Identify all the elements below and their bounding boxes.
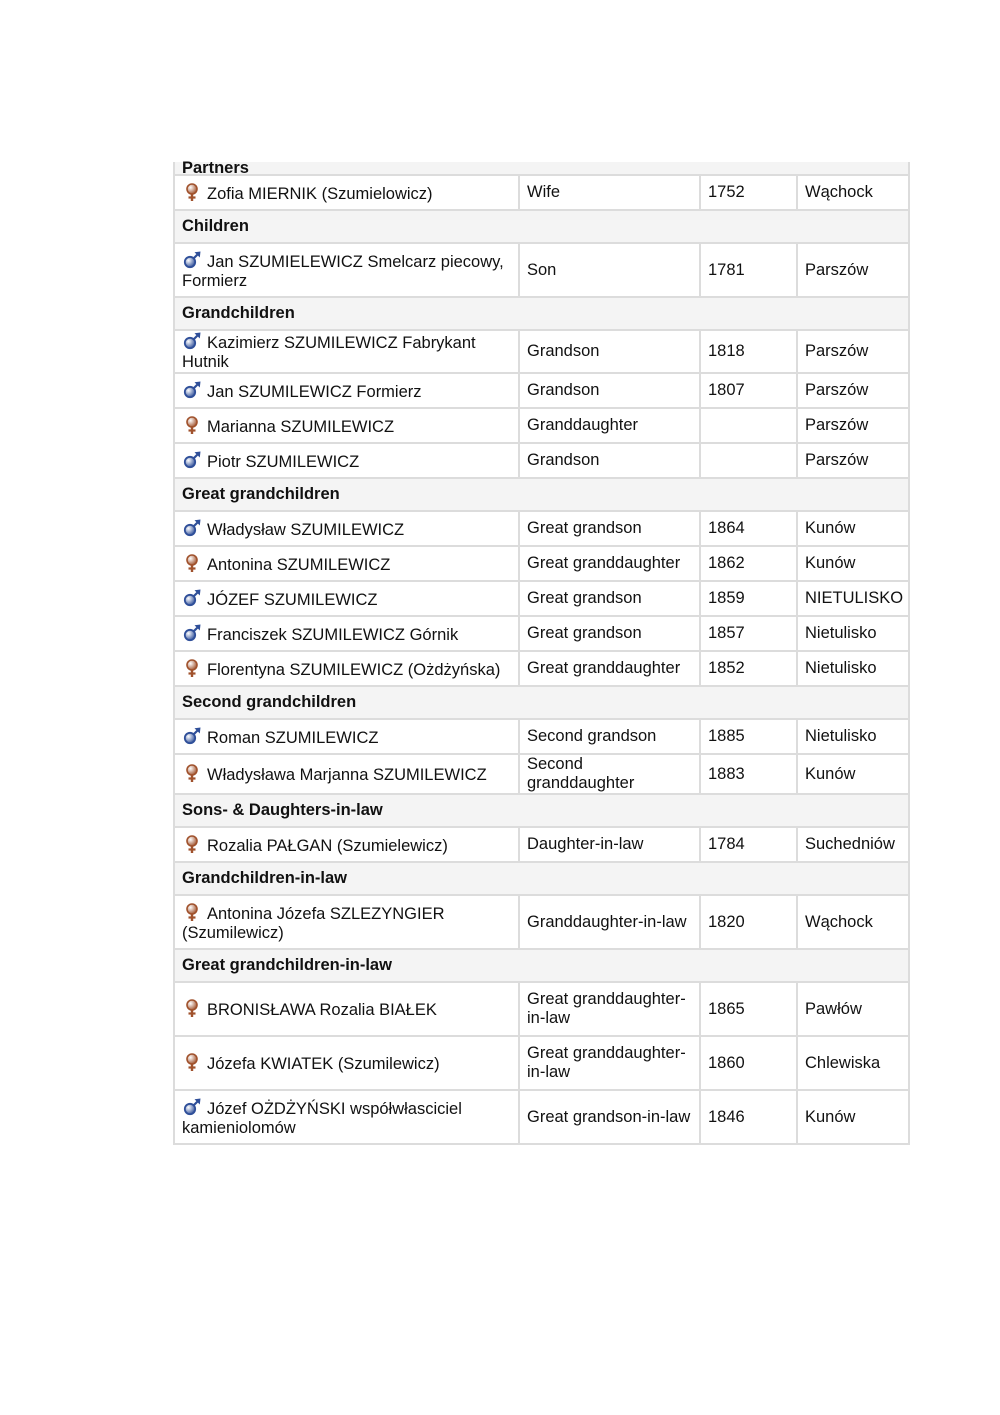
relation-cell [519, 982, 700, 1036]
person-name-link[interactable]: Władysław SZUMILEWICZ [207, 520, 405, 539]
relation-text: Granddaughter [527, 416, 638, 434]
place-cell [797, 827, 909, 862]
relatives-table-body [174, 159, 909, 1144]
female-symbol-icon [182, 182, 202, 202]
section-header-row [174, 862, 909, 895]
section-header-cell [174, 159, 909, 177]
person-name-link[interactable]: Józef OŻDŻYŃSKI współwłasciciel kamieniolomów [182, 1099, 462, 1137]
person-row[interactable] [174, 1090, 909, 1144]
birth-year-text: 1860 [708, 1053, 745, 1072]
birth-year-text: 1862 [708, 554, 745, 572]
person-name-cell [174, 330, 519, 373]
birth-year-cell [700, 895, 797, 949]
relation-cell [519, 1090, 700, 1144]
relation-cell [519, 827, 700, 862]
person-name-link[interactable]: Franciszek SZUMILEWICZ Górnik [207, 625, 459, 644]
person-name-cell [174, 408, 519, 443]
place-cell [797, 175, 909, 210]
place-cell [797, 754, 909, 794]
female-symbol-icon [182, 834, 202, 854]
place-text: Nietulisko [805, 624, 877, 642]
person-row[interactable] [174, 754, 909, 794]
section-header-row [174, 162, 909, 175]
birth-year-cell [700, 719, 797, 754]
place-cell [797, 243, 909, 297]
male-symbol-icon [182, 331, 202, 351]
relation-text: Grandson [527, 381, 600, 399]
birth-year-cell [700, 330, 797, 373]
section-header-cell [174, 478, 909, 511]
person-name-cell [174, 443, 519, 478]
person-row[interactable] [174, 175, 909, 210]
relation-cell [519, 581, 700, 616]
section-title: Partners [182, 159, 249, 177]
birth-year-cell [700, 616, 797, 651]
relation-cell [519, 243, 700, 297]
person-name-link[interactable]: JÓZEF SZUMILEWICZ [207, 590, 378, 609]
relation-cell [519, 175, 700, 210]
person-row[interactable] [174, 1036, 909, 1090]
person-name-link[interactable]: Kazimierz SZUMILEWICZ Fabrykant Hutnik [182, 334, 476, 371]
relation-cell [519, 651, 700, 686]
person-name-link[interactable]: Piotr SZUMILEWICZ [207, 452, 360, 471]
person-row[interactable] [174, 581, 909, 616]
place-cell [797, 895, 909, 949]
person-row[interactable] [174, 443, 909, 478]
relation-cell [519, 546, 700, 581]
birth-year-text: 1859 [708, 589, 745, 607]
person-row[interactable] [174, 827, 909, 862]
section-title: Sons- & Daughters-in-law [182, 801, 383, 819]
birth-year-text: 1864 [708, 519, 745, 537]
relation-cell [519, 330, 700, 373]
person-name-cell [174, 175, 519, 210]
person-name-cell [174, 651, 519, 686]
birth-year-cell [700, 373, 797, 408]
place-text: Suchedniów [805, 835, 895, 853]
relation-text: Second granddaughter [527, 755, 635, 792]
birth-year-text: 1857 [708, 624, 745, 642]
relation-cell [519, 373, 700, 408]
male-symbol-icon [182, 250, 202, 270]
female-symbol-icon [182, 763, 202, 783]
place-text: Parszów [805, 381, 869, 399]
person-name-link[interactable]: Roman SZUMILEWICZ [207, 728, 379, 747]
person-name-link[interactable]: Antonina SZUMILEWICZ [207, 555, 391, 574]
person-name-cell [174, 243, 519, 297]
place-cell [797, 546, 909, 581]
person-name-cell [174, 373, 519, 408]
birth-year-cell [700, 1036, 797, 1090]
birth-year-cell [700, 581, 797, 616]
section-header-row [174, 794, 909, 827]
section-header-row [174, 478, 909, 511]
person-name-link[interactable]: Rozalia PAŁGAN (Szumielewicz) [207, 836, 448, 855]
male-symbol-icon [182, 518, 202, 538]
section-header-cell [174, 862, 909, 895]
male-symbol-icon [182, 380, 202, 400]
person-name-cell [174, 616, 519, 651]
place-cell [797, 982, 909, 1036]
person-row[interactable] [174, 895, 909, 949]
birth-year-cell [700, 175, 797, 210]
person-name-link[interactable]: Władysława Marjanna SZUMILEWICZ [207, 766, 487, 784]
relation-cell [519, 895, 700, 949]
person-row[interactable] [174, 719, 909, 754]
female-symbol-icon [182, 1052, 202, 1072]
birth-year-cell [700, 651, 797, 686]
relation-cell [519, 719, 700, 754]
place-text: Nietulisko [805, 727, 877, 745]
section-header-row [174, 686, 909, 719]
section-header-cell [174, 686, 909, 719]
relation-cell [519, 408, 700, 443]
relation-cell [519, 1036, 700, 1090]
person-name-cell [174, 581, 519, 616]
section-title: Second grandchildren [182, 693, 357, 711]
relation-text: Great granddaughter-in-law [527, 1044, 686, 1081]
person-name-cell [174, 511, 519, 546]
person-row[interactable] [174, 616, 909, 651]
relation-text: Great granddaughter-in-law [527, 990, 686, 1027]
place-cell [797, 408, 909, 443]
birth-year-cell [700, 827, 797, 862]
place-cell [797, 373, 909, 408]
relation-text: Great grandson-in-law [527, 1107, 691, 1126]
birth-year-text: 1885 [708, 727, 745, 745]
birth-year-text: 1784 [708, 835, 745, 853]
person-name-cell [174, 827, 519, 862]
section-title: Great grandchildren [182, 485, 340, 503]
section-title: Grandchildren-in-law [182, 869, 348, 887]
relation-cell [519, 511, 700, 546]
birth-year-text: 1807 [708, 381, 745, 399]
birth-year-text: 1865 [708, 999, 745, 1018]
place-text: Chlewiska [805, 1053, 881, 1072]
place-cell [797, 1090, 909, 1144]
relation-text: Second grandson [527, 727, 657, 745]
person-name-cell [174, 982, 519, 1036]
section-header-row [174, 210, 909, 243]
relation-text: Great grandson [527, 519, 642, 537]
birth-year-cell [700, 1090, 797, 1144]
relation-text: Granddaughter-in-law [527, 912, 687, 931]
person-name-link[interactable]: Florentyna SZUMILEWICZ (Ożdżyńska) [207, 660, 501, 679]
relation-text: Grandson [527, 451, 600, 469]
person-name-cell [174, 1090, 519, 1144]
person-name-cell [174, 895, 519, 949]
relation-cell [519, 754, 700, 794]
person-name-link[interactable]: Jan SZUMIELEWICZ Smelcarz piecowy, Formierz [182, 252, 504, 290]
place-text: Parszów [805, 260, 869, 279]
section-title: Grandchildren [182, 304, 295, 322]
relation-text: Wife [527, 183, 560, 201]
birth-year-text: 1846 [708, 1107, 745, 1126]
female-symbol-icon [182, 902, 202, 922]
place-cell [797, 443, 909, 478]
section-header-cell [174, 794, 909, 827]
person-name-cell [174, 754, 519, 794]
person-row[interactable] [174, 243, 909, 297]
place-text: Kunów [805, 1107, 856, 1126]
place-text: Parszów [805, 342, 869, 360]
relation-text: Daughter-in-law [527, 835, 644, 853]
place-text: Kunów [805, 519, 856, 537]
relation-text: Great grandson [527, 589, 642, 607]
relation-text: Great granddaughter [527, 659, 681, 677]
birth-year-text: 1818 [708, 342, 745, 360]
section-header-cell [174, 949, 909, 982]
relation-text: Grandson [527, 342, 600, 360]
birth-year-text: 1781 [708, 260, 745, 279]
relation-cell [519, 443, 700, 478]
male-symbol-icon [182, 726, 202, 746]
birth-year-cell [700, 546, 797, 581]
female-symbol-icon [182, 553, 202, 573]
place-text: Parszów [805, 451, 869, 469]
person-row[interactable] [174, 651, 909, 686]
birth-year-cell [700, 754, 797, 794]
female-symbol-icon [182, 658, 202, 678]
place-text: Parszów [805, 416, 869, 434]
person-row[interactable] [174, 408, 909, 443]
section-title: Great grandchildren-in-law [182, 956, 392, 974]
person-name-link[interactable]: BRONISŁAWA Rozalia BIAŁEK [207, 1001, 437, 1019]
birth-year-text: 1820 [708, 912, 745, 931]
place-cell [797, 719, 909, 754]
person-row[interactable] [174, 373, 909, 408]
person-name-link[interactable]: Józefa KWIATEK (Szumilewicz) [207, 1055, 440, 1073]
place-cell [797, 651, 909, 686]
relation-text: Son [527, 260, 557, 279]
place-text: Nietulisko [805, 659, 877, 677]
person-name-cell [174, 546, 519, 581]
person-row[interactable] [174, 982, 909, 1036]
place-text: Kunów [805, 554, 856, 572]
relation-cell [519, 616, 700, 651]
male-symbol-icon [182, 450, 202, 470]
person-name-link[interactable]: Jan SZUMILEWICZ Formierz [207, 382, 422, 401]
place-text: NIETULISKO [805, 589, 904, 607]
place-cell [797, 616, 909, 651]
male-symbol-icon [182, 1097, 202, 1117]
person-name-link[interactable]: Antonina Józefa SZLEZYNGIER (Szumilewicz) [182, 904, 445, 942]
female-symbol-icon [182, 998, 202, 1018]
male-symbol-icon [182, 588, 202, 608]
person-name-cell [174, 1036, 519, 1090]
male-symbol-icon [182, 623, 202, 643]
birth-year-cell [700, 982, 797, 1036]
relation-text: Great grandson [527, 624, 642, 642]
section-header-row [174, 949, 909, 982]
birth-year-text: 1852 [708, 659, 745, 677]
place-text: Pawłów [805, 999, 862, 1018]
relatives-table-container [173, 159, 908, 1145]
birth-year-cell [700, 408, 797, 443]
person-row[interactable] [174, 511, 909, 546]
section-title: Children [182, 217, 249, 235]
place-text: Wąchock [805, 912, 873, 931]
birth-year-text: 1883 [708, 764, 745, 783]
person-row[interactable] [174, 330, 909, 373]
relatives-table [173, 159, 910, 1145]
birth-year-cell [700, 243, 797, 297]
birth-year-cell [700, 511, 797, 546]
person-row[interactable] [174, 546, 909, 581]
place-text: Kunów [805, 764, 856, 783]
place-cell [797, 330, 909, 373]
section-header-row [174, 297, 909, 330]
birth-year-text: 1752 [708, 183, 745, 201]
section-header-cell [174, 210, 909, 243]
person-name-cell [174, 719, 519, 754]
section-header-cell [174, 297, 909, 330]
birth-year-cell [700, 443, 797, 478]
relation-text: Great granddaughter [527, 554, 681, 572]
place-cell [797, 511, 909, 546]
person-name-link[interactable]: Marianna SZUMILEWICZ [207, 417, 395, 436]
female-symbol-icon [182, 415, 202, 435]
place-cell [797, 1036, 909, 1090]
person-name-link[interactable]: Zofia MIERNIK (Szumielowicz) [207, 184, 433, 203]
place-text: Wąchock [805, 183, 873, 201]
place-cell [797, 581, 909, 616]
